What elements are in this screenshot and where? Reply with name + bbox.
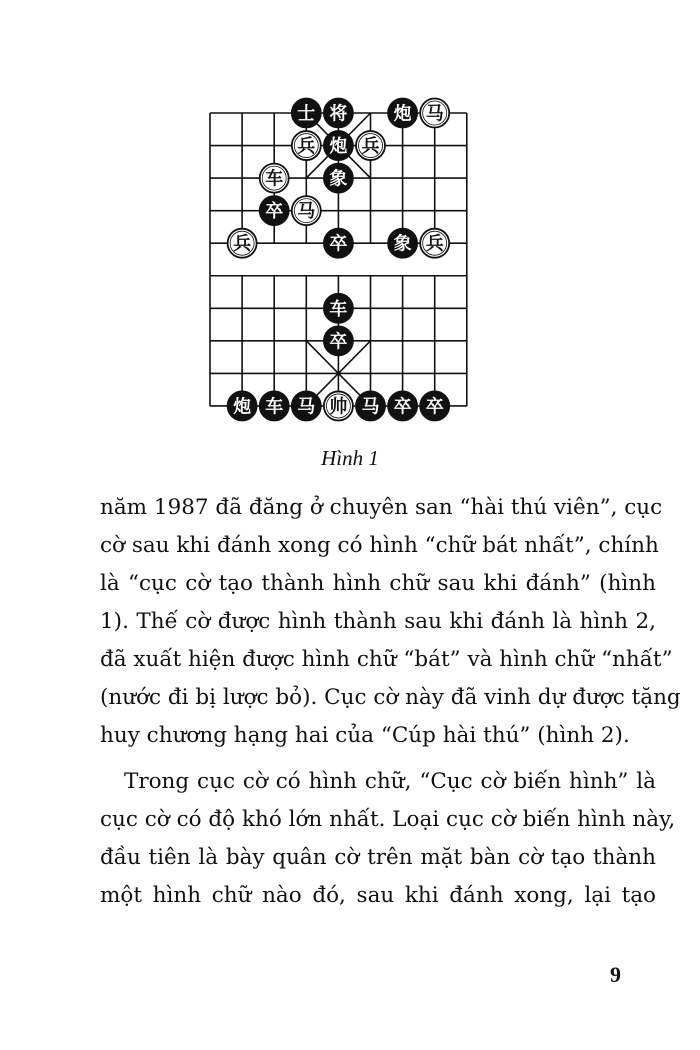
xiangqi-piece-label: 卒 bbox=[265, 201, 284, 223]
xiangqi-piece-label: 兵 bbox=[361, 136, 380, 158]
xiangqi-piece-label: 帅 bbox=[329, 396, 348, 418]
text-line: đã xuất hiện được hình chữ “bát” và hình chữ “nhất” bbox=[100, 647, 673, 672]
text-line: cục cờ có độ khó lớn nhất. Loại cục cờ biến hình này, bbox=[100, 807, 676, 832]
xiangqi-board-diagram bbox=[0, 0, 700, 440]
xiangqi-piece-label: 马 bbox=[297, 201, 316, 223]
xiangqi-piece-label: 马 bbox=[361, 396, 380, 418]
xiangqi-piece-label: 炮 bbox=[329, 136, 348, 158]
page-number: 9 bbox=[610, 962, 621, 987]
text-line: 1). Thế cờ được hình thành sau khi đánh là hình 2, bbox=[100, 609, 656, 634]
xiangqi-piece-label: 象 bbox=[393, 233, 412, 255]
xiangqi-piece-label: 炮 bbox=[233, 396, 252, 418]
xiangqi-piece-label: 马 bbox=[425, 103, 444, 125]
xiangqi-piece-label: 炮 bbox=[393, 103, 412, 125]
xiangqi-piece-label: 象 bbox=[329, 168, 348, 190]
xiangqi-piece-label: 车 bbox=[265, 168, 284, 190]
xiangqi-piece-label: 卒 bbox=[393, 396, 412, 418]
xiangqi-piece-label: 将 bbox=[329, 103, 348, 125]
xiangqi-piece-label: 兵 bbox=[233, 233, 252, 255]
text-line: (nước đi bị lược bỏ). Cục cờ này đã vinh dự được tặng bbox=[100, 685, 681, 710]
xiangqi-piece-label: 兵 bbox=[297, 136, 316, 158]
text-line: đầu tiên là bày quân cờ trên mặt bàn cờ tạo thành bbox=[100, 845, 656, 870]
text-line: là “cục cờ tạo thành hình chữ sau khi đánh” (hình bbox=[100, 571, 656, 596]
paragraph-2 bbox=[100, 763, 676, 915]
text-line: huy chương hạng hai của “Cúp hài thú” (hình 2). bbox=[100, 723, 630, 748]
xiangqi-piece-label: 卒 bbox=[425, 396, 444, 418]
xiangqi-piece-label: 卒 bbox=[329, 331, 348, 353]
xiangqi-piece-label: 马 bbox=[297, 396, 316, 418]
text-line: cờ sau khi đánh xong có hình “chữ bát nhất”, chính bbox=[100, 533, 659, 558]
text-line: Trong cục cờ có hình chữ, “Cục cờ biến hình” là bbox=[124, 769, 656, 794]
xiangqi-piece-label: 士 bbox=[297, 103, 316, 125]
paragraph-1 bbox=[100, 489, 681, 755]
xiangqi-piece-label: 车 bbox=[329, 298, 348, 320]
text-line: một hình chữ nào đó, sau khi đánh xong, lại tạo bbox=[100, 883, 656, 908]
xiangqi-piece-label: 卒 bbox=[329, 233, 348, 255]
figure-caption: Hình 1 bbox=[321, 446, 379, 470]
text-line: năm 1987 đã đăng ở chuyên san “hài thú viên”, cục bbox=[100, 495, 663, 520]
xiangqi-piece-label: 兵 bbox=[425, 233, 444, 255]
xiangqi-piece-label: 车 bbox=[265, 396, 284, 418]
